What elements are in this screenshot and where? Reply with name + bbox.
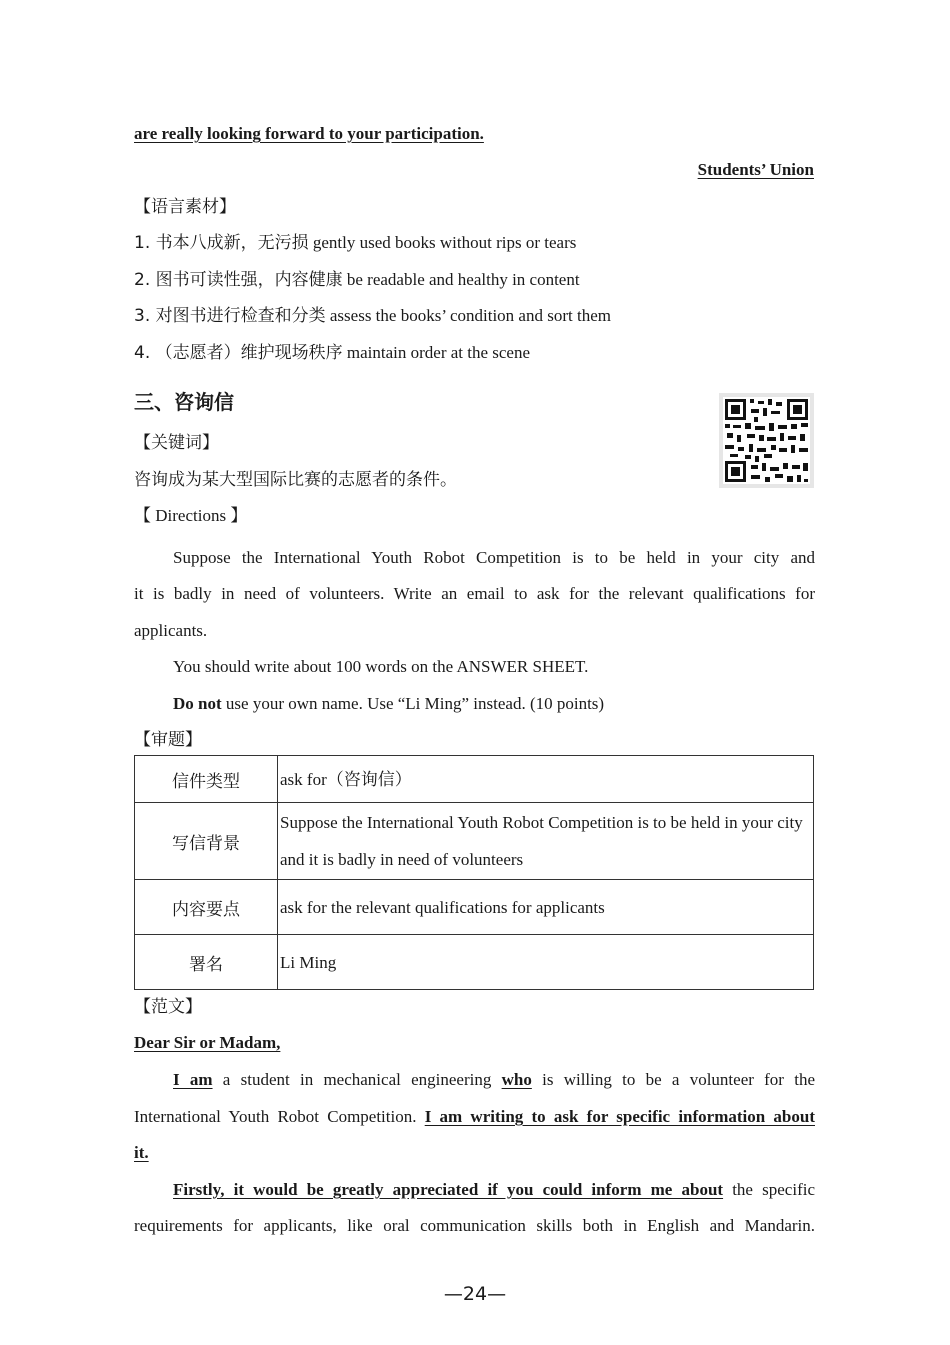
material-item: 1. 书本八成新，无污损 gently used books without rips or tears <box>134 233 577 253</box>
table-row <box>135 756 814 803</box>
sample-paragraph-line: requirements for applicants, like oral communication skills both in English and Mandarin. <box>134 1216 815 1235</box>
material-item: 2. 图书可读性强，内容健康 be readable and healthy in content <box>134 270 580 290</box>
table-key: 写信背景 <box>135 803 278 880</box>
material-item: 4. （志愿者）维护现场秩序 maintain order at the scene <box>134 343 531 363</box>
review-heading: 【审题】 <box>134 730 202 750</box>
page-number: —24— <box>443 1283 507 1305</box>
directions-paragraph-line: it is badly in need of volunteers. Write an email to ask for the relevant qualifications for <box>134 584 815 603</box>
table-key: 信件类型 <box>135 756 278 803</box>
table-key: 署名 <box>135 935 278 990</box>
sample-paragraph-line: I am a student in mechanical engineering who is willing to be a volunteer for the <box>173 1070 815 1089</box>
table-row <box>135 803 814 880</box>
sample-heading: 【范文】 <box>134 997 202 1017</box>
keywords-heading: 【关键词】 <box>134 433 219 453</box>
directions-word-count: You should write about 100 words on the ANSWER SHEET. <box>173 657 589 676</box>
sample-paragraph-line: International Youth Robot Competition. I am writing to ask for specific information about <box>134 1107 815 1126</box>
qr-code <box>719 393 814 488</box>
review-table <box>134 755 814 990</box>
table-row <box>135 880 814 935</box>
table-value: Li Ming <box>278 935 814 990</box>
signature: Students’ Union <box>697 160 814 179</box>
keywords-text: 咨询成为某大型国际比赛的志愿者的条件。 <box>134 470 457 490</box>
sample-paragraph-line: it. <box>134 1143 149 1162</box>
salutation: Dear Sir or Madam, <box>134 1033 281 1052</box>
sample-paragraph-line: Firstly, it would be greatly appreciated if you could inform me about the specific <box>173 1180 815 1199</box>
table-key: 内容要点 <box>135 880 278 935</box>
materials-heading: 【语言素材】 <box>134 197 236 217</box>
directions-paragraph-line: applicants. <box>134 621 208 640</box>
directions-heading: 【 Directions 】 <box>134 506 248 525</box>
directions-name-rule: Do not use your own name. Use “Li Ming” instead. (10 points) <box>173 694 605 713</box>
table-row <box>135 935 814 990</box>
material-item: 3. 对图书进行检查和分类 assess the books’ condition and sort them <box>134 306 611 326</box>
table-value: ask for（咨询信） <box>278 756 814 803</box>
section-title: 三、咨询信 <box>134 390 234 414</box>
directions-paragraph-line: Suppose the International Youth Robot Competition is to be held in your city and <box>173 548 815 567</box>
table-value: Suppose the International Youth Robot Competition is to be held in your city and it is badly in need of volunteers <box>278 803 814 880</box>
closing-line: are really looking forward to your participation. <box>134 124 484 143</box>
table-value: ask for the relevant qualifications for applicants <box>278 880 814 935</box>
